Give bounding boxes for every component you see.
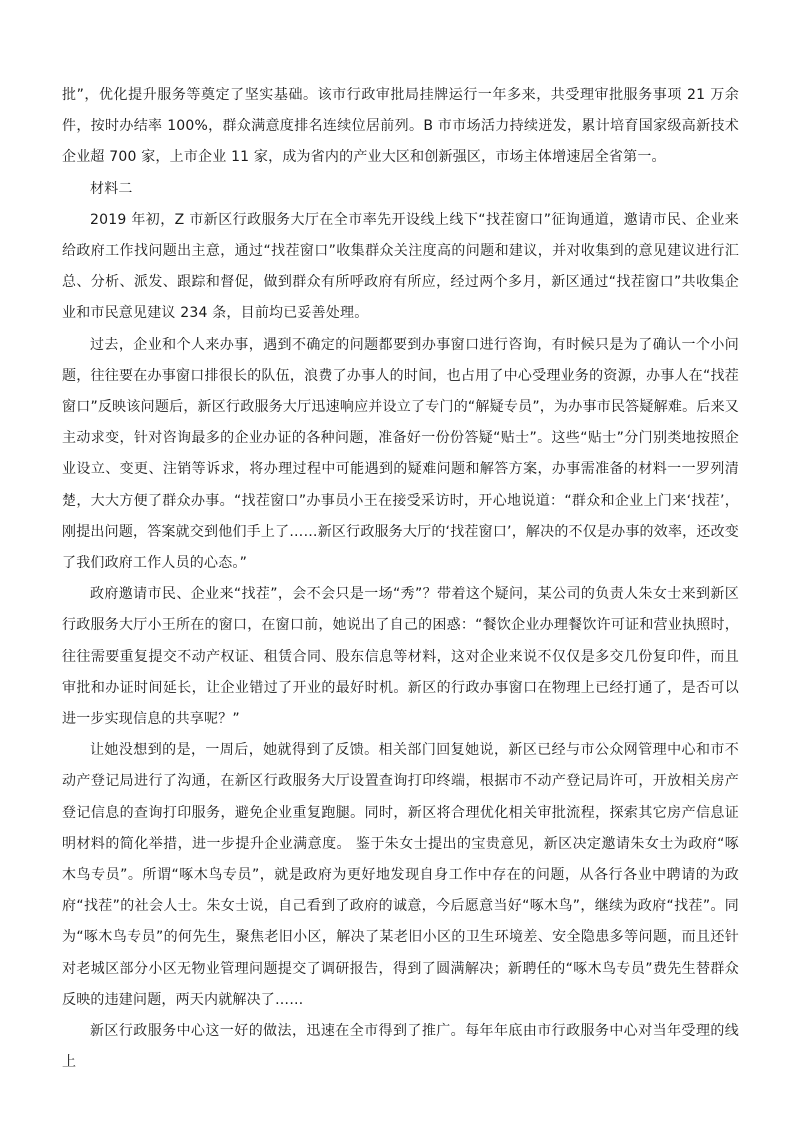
paragraph-woodpecker-specialist: 让她没想到的是，一周后，她就得到了反馈。相关部门回复她说，新区已经与市公众网管理中心和市不动产登记局进行了沟通，在新区行政服务大厅设置查询打印终端，根据市不动产登记局许可，开放相关房产登记信息的查询打印服务，避免企业重复跑腿。同时，新区将合理优化相关审批流程，探索其它房产信息证明材料的简化举措，进一步提升企业满意度。 鉴于朱女士提出的宝贵意见，新区决定邀请朱女士为政府“啄木鸟专员”。所谓“啄木鸟专员”，就是政府为更好地发现自身工作中存在的问题，从各行各业中聘请的为政府“找茬”的社会人士。朱女士说，自己看到了政府的诚意，今后愿意当好“啄木鸟”，继续为政府“找茬”。同为“啄木鸟专员”的何先生，聚焦老旧小区，解决了某老旧小区的卫生环境差、安全隐患多等问题，而且还针对老城区部分小区无物业管理问题提交了调研报告，得到了圆满解决；新聘任的“啄木鸟专员”费先生替群众反映的违建问题，两天内就解决了……	[62, 742, 739, 1008]
paragraph-promotion: 新区行政服务中心这一好的做法，迅速在全市得到了推广。每年年底由市行政服务中心对当年受理的线上	[62, 1023, 739, 1071]
paragraph-ms-zhu-question: 政府邀请市民、企业来“找茬”，会不会只是一场“秀”？带着这个疑问，某公司的负责人朱女士来到新区行政服务大厅小王所在的窗口，在窗口前，她说出了自己的困惑：“餐饮企业办理餐饮许可证和营业执照时，往往需要重复提交不动产权证、租赁合同、股东信息等材料，这对企业来说不仅仅是多交几份复印件，而且审批和办证时间延长，让企业错过了开业的最好时机。新区的行政办事窗口在物理上已经打通了，是否可以进一步实现信息的共享呢？”	[62, 586, 739, 728]
paragraph-past-service: 过去，企业和个人来办事，遇到不确定的问题都要到办事窗口进行咨询，有时候只是为了确认一个小问题，往往要在办事窗口排很长的队伍，浪费了办事人的时间，也占用了中心受理业务的资源，办事人在“找茬窗口”反映该问题后，新区行政服务大厅迅速响应并设立了专门的“解疑专员”，为办事市民答疑解难。后来又主动求变，针对咨询最多的企业办证的各种问题，准备好一份份答疑“贴士”。这些“贴士”分门别类地按照企业设立、变更、注销等诉求，将办理过程中可能遇到的疑难问题和解答方案，办事需准备的材料一一罗列清楚，大大方便了群众办事。“找茬窗口”办事员小王在接受采访时，开心地说道：“群众和企业上门来‘找茬’，刚提出问题，答案就交到他们手上了……新区行政服务大厅的‘找茬窗口’，解决的不仅是办事的效率，还改变了我们政府工作人员的心态。”	[62, 336, 739, 572]
paragraph-find-fault-window: 2019 年初，Z 市新区行政服务大厅在全市率先开设线上线下“找茬窗口”征询通道，邀请市民、企业来给政府工作找问题出主意，通过“找茬窗口”收集群众关注度高的问题和建议，并对收集到的意见建议进行汇总、分析、派发、跟踪和督促，做到群众有所呼政府有所应，经过两个多月，新区通过“找茬窗口”共收集企业和市民意见建议 234 条，目前均已妥善处理。	[62, 211, 739, 322]
document-body	[62, 80, 739, 1079]
paragraph-continued: 批”，优化提升服务等奠定了坚实基础。该市行政审批局挂牌运行一年多来，共受理审批服务事项 21 万余件，按时办结率 100%，群众满意度排名连续位居前列。B 市市场活力持续迸发，累计培育国家级高新技术企业超 700 家，上市企业 11 家，成为省内的产业大区和创新强区，市场主体增速居全省第一。	[62, 87, 739, 166]
section-heading-material-two: 材料二	[90, 180, 133, 197]
